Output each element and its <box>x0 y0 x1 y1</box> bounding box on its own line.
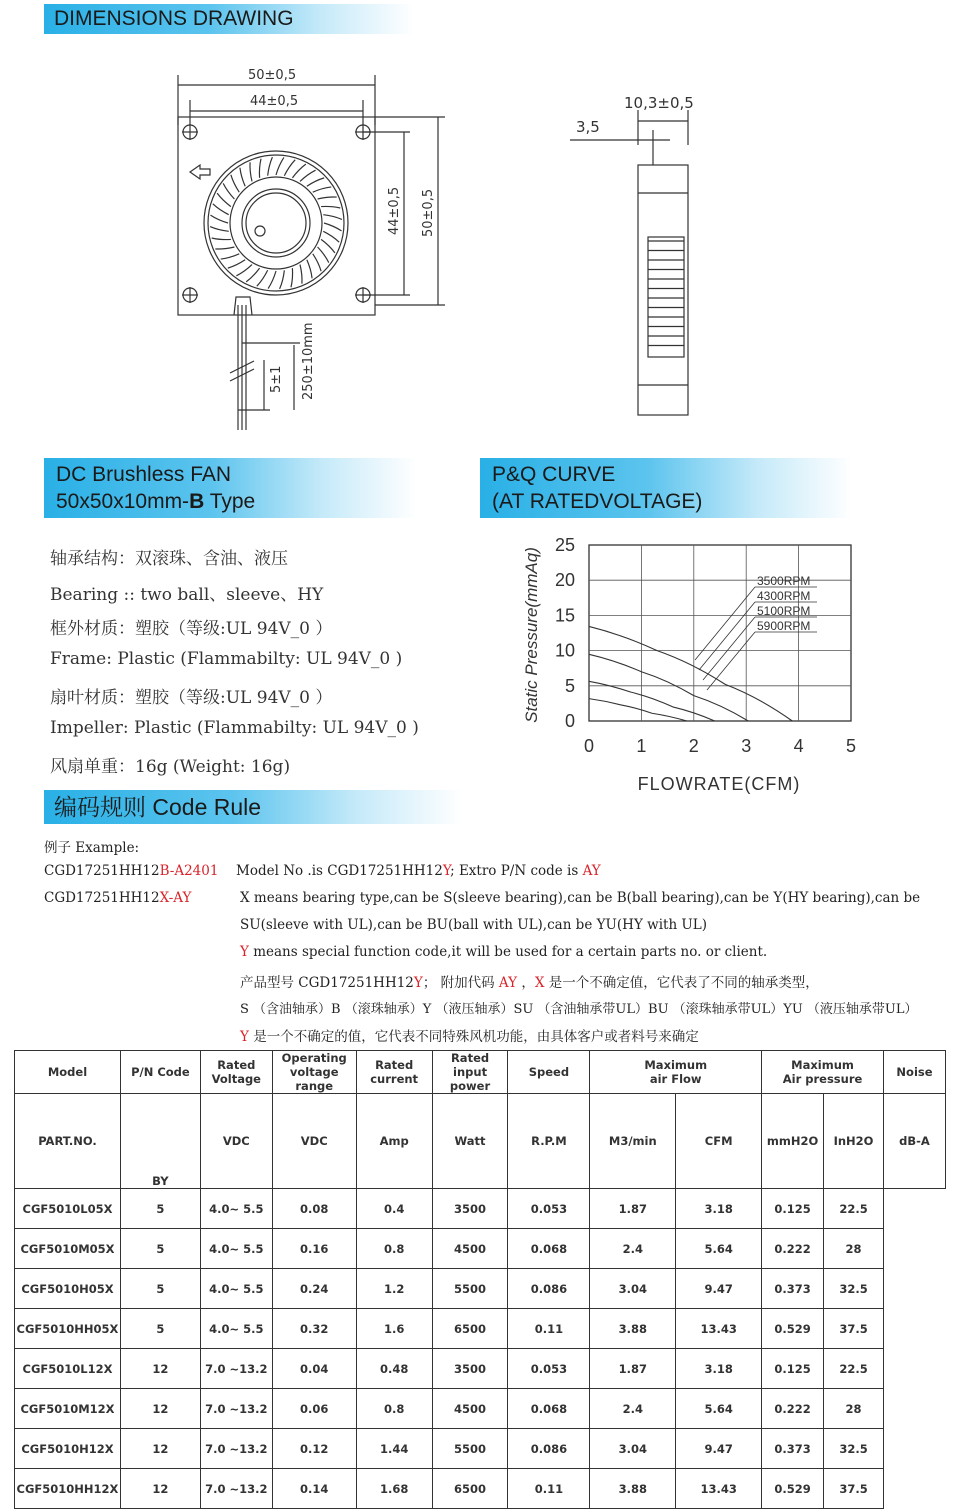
x-axis-label: FLOWRATE(CFM) <box>637 774 801 794</box>
header-model: Model <box>15 1051 121 1094</box>
y-tick-label: 15 <box>554 605 575 626</box>
table-cell: 1.6 <box>356 1309 432 1349</box>
outer-height-label: 50±0,5 <box>421 188 436 237</box>
inner-width-label: 44±0,5 <box>250 94 299 109</box>
table-cell: 4500 <box>432 1229 508 1269</box>
table-cell: 5.64 <box>676 1229 762 1269</box>
table-cell: 3.04 <box>590 1429 676 1469</box>
legend-label: 3500RPM <box>757 574 811 588</box>
plot-frame <box>589 545 851 721</box>
header-rated-current: Rated current <box>356 1051 432 1094</box>
wire-strip-label: 5±1 <box>269 365 284 393</box>
table-cell: 0.12 <box>272 1429 356 1469</box>
table-cell: 12 <box>120 1349 200 1389</box>
table-cell: 1.2 <box>356 1269 432 1309</box>
part-number-cell: CGF5010HH05X <box>15 1309 121 1349</box>
unit-cell: R.P.M <box>508 1094 590 1189</box>
y-tick-label: 25 <box>554 535 575 555</box>
side-thickness-label: 10,3±0,5 <box>624 94 694 112</box>
table-cell: 0.068 <box>508 1229 590 1269</box>
unit-cell: dB-A <box>883 1094 945 1189</box>
table-cell: 0.04 <box>272 1349 356 1389</box>
table-cell: 0.086 <box>508 1429 590 1469</box>
header-speed: Speed <box>508 1051 590 1094</box>
unit-cell: InH2O <box>824 1094 884 1189</box>
side-offset-label: 3,5 <box>576 118 600 136</box>
table-cell: 0.4 <box>356 1189 432 1229</box>
spec-bearing-en: Bearing :: two ball、sleeve、HY <box>50 585 324 605</box>
table-cell: 4500 <box>432 1389 508 1429</box>
table-cell: 0.8 <box>356 1229 432 1269</box>
table-cell: 13.43 <box>676 1309 762 1349</box>
fan-title-line2: 50x50x10mm-B Type <box>56 490 256 513</box>
series-line <box>589 681 715 721</box>
y-description: Y means special function code,it will be used for a certain parts no. or client. <box>240 944 768 960</box>
spec-bearing-cn: 轴承结构：双滚珠、含油、液压 <box>50 549 288 569</box>
table-cell: 4.0~ 5.5 <box>200 1309 272 1349</box>
table-cell: 1.68 <box>356 1469 432 1509</box>
table-cell: 1.87 <box>590 1349 676 1389</box>
table-unit-row <box>15 1094 946 1189</box>
table-cell: 3.18 <box>676 1349 762 1389</box>
y-tick-label: 0 <box>564 711 575 731</box>
table-header-row <box>15 1051 946 1094</box>
pq-curve-banner <box>480 458 852 518</box>
table-cell: 6500 <box>432 1309 508 1349</box>
table-cell: 12 <box>120 1429 200 1469</box>
table-cell: 5 <box>120 1309 200 1349</box>
table-cell: 22.5 <box>824 1189 884 1229</box>
table-cell: 2.4 <box>590 1229 676 1269</box>
table-cell: 0.14 <box>272 1469 356 1509</box>
table-cell: 3500 <box>432 1349 508 1389</box>
table-row <box>15 1309 946 1349</box>
pq-title-line1: P&Q CURVE <box>492 463 616 486</box>
pn-code-value: BY <box>120 1094 200 1189</box>
table-cell: 0.08 <box>272 1189 356 1229</box>
table-cell: 1.87 <box>590 1189 676 1229</box>
pq-title-line2: (AT RATEDVOLTAGE) <box>492 490 703 513</box>
table-cell: 22.5 <box>824 1349 884 1389</box>
table-cell: 7.0 ~13.2 <box>200 1429 272 1469</box>
fan-type-banner <box>44 458 416 518</box>
part-number-cell: CGF5010H12X <box>15 1429 121 1469</box>
x-tick-label: 5 <box>845 736 857 756</box>
dimensions-banner <box>44 4 414 34</box>
example-code-1: CGD17251HH12B-A2401 <box>44 863 219 879</box>
table-cell: 0.32 <box>272 1309 356 1349</box>
unit-cell: CFM <box>676 1094 762 1189</box>
table-cell: 0.053 <box>508 1349 590 1389</box>
header-max-airflow: Maximum air Flow <box>590 1051 762 1094</box>
table-cell: 0.373 <box>762 1429 824 1469</box>
table-cell: 13.43 <box>676 1469 762 1509</box>
y-axis-label: Static Pressure(mmAq) <box>522 547 541 723</box>
header-rated-voltage: Rated Voltage <box>200 1051 272 1094</box>
spec-table <box>14 1050 946 1509</box>
part-number-cell: CGF5010M12X <box>15 1389 121 1429</box>
table-row <box>15 1269 946 1309</box>
legend-leader <box>703 617 755 680</box>
x-tick-label: 0 <box>583 736 595 756</box>
table-cell: 0.222 <box>762 1389 824 1429</box>
example-label: 例子 Example: <box>44 840 140 856</box>
cn-description-line3: Y 是一个不确定的值，它代表不同特殊风机功能，由具体客户或者料号来确定 <box>240 1029 699 1045</box>
table-cell: 3500 <box>432 1189 508 1229</box>
table-cell: 3.88 <box>590 1469 676 1509</box>
header-operating-voltage: Operating voltage range <box>272 1051 356 1094</box>
y-tick-label: 10 <box>554 640 575 661</box>
unit-cell: VDC <box>200 1094 272 1189</box>
table-cell: 0.11 <box>508 1469 590 1509</box>
example-code-2: CGD17251HH12X-AY <box>44 890 192 906</box>
table-cell: 32.5 <box>824 1269 884 1309</box>
unit-cell: Amp <box>356 1094 432 1189</box>
header-rated-power: Rated input power <box>432 1051 508 1094</box>
fan-title-line1: DC Brushless FAN <box>56 463 232 486</box>
table-cell: 5500 <box>432 1269 508 1309</box>
x-description-line2: SU(sleeve with UL),can be BU(ball with UL),can be YU(HY with UL) <box>240 917 708 933</box>
table-cell: 0.529 <box>762 1309 824 1349</box>
table-row <box>15 1429 946 1469</box>
table-cell: 12 <box>120 1389 200 1429</box>
spec-frame-cn: 框外材质：塑胶（等级:UL 94V_0 ） <box>50 619 333 639</box>
part-number-cell: CGF5010L05X <box>15 1189 121 1229</box>
header-max-pressure: Maximum Air pressure <box>762 1051 884 1094</box>
table-cell: 3.88 <box>590 1309 676 1349</box>
table-cell: 0.053 <box>508 1189 590 1229</box>
table-cell: 0.06 <box>272 1389 356 1429</box>
series-line <box>589 654 748 721</box>
table-cell: 32.5 <box>824 1429 884 1469</box>
code-rule-title: 编码规则 Code Rule <box>54 794 262 820</box>
spec-impeller-en: Impeller: Plastic (Flammabilty: UL 94V_0 ) <box>50 718 419 738</box>
table-cell: 2.4 <box>590 1389 676 1429</box>
table-row <box>15 1189 946 1229</box>
y-tick-label: 20 <box>554 570 575 591</box>
part-number-cell: CGF5010H05X <box>15 1269 121 1309</box>
example-code-1-desc: Model No .is CGD17251HH12Y; Extro P/N code is AY <box>236 863 601 879</box>
unit-cell: mmH2O <box>762 1094 824 1189</box>
table-row <box>15 1389 946 1429</box>
table-cell: 7.0 ~13.2 <box>200 1349 272 1389</box>
x-tick-label: 1 <box>636 736 647 756</box>
legend-label: 5900RPM <box>757 619 811 633</box>
table-cell: 5 <box>120 1229 200 1269</box>
x-tick-label: 4 <box>793 736 804 756</box>
table-cell: 1.44 <box>356 1429 432 1469</box>
outer-width-label: 50±0,5 <box>248 68 297 83</box>
table-cell: 0.373 <box>762 1269 824 1309</box>
x-description-line1: X means bearing type,can be S(sleeve bearing),can be B(ball bearing),can be Y(HY bearing),can be <box>240 890 921 906</box>
table-cell: 9.47 <box>676 1429 762 1469</box>
unit-part-no: PART.NO. <box>15 1094 121 1189</box>
table-row <box>15 1349 946 1389</box>
series-line <box>589 626 792 721</box>
table-cell: 37.5 <box>824 1469 884 1509</box>
front-view-drawing <box>160 55 460 440</box>
legend-leader <box>707 632 755 690</box>
part-number-cell: CGF5010HH12X <box>15 1469 121 1509</box>
unit-cell: Watt <box>432 1094 508 1189</box>
inner-height-label: 44±0,5 <box>387 186 402 235</box>
table-cell: 7.0 ~13.2 <box>200 1389 272 1429</box>
table-cell: 6500 <box>432 1469 508 1509</box>
cn-description-line1: 产品型号 CGD17251HH12Y； 附加代码 AY ，X 是一个不确定值，它代表了不同的轴承类型， <box>240 975 819 991</box>
table-cell: 37.5 <box>824 1309 884 1349</box>
part-number-cell: CGF5010M05X <box>15 1229 121 1269</box>
table-cell: 0.48 <box>356 1349 432 1389</box>
table-cell: 28 <box>824 1389 884 1429</box>
x-tick-label: 3 <box>741 736 752 756</box>
legend-label: 5100RPM <box>757 604 811 618</box>
table-cell: 5 <box>120 1189 200 1229</box>
x-tick-label: 2 <box>688 736 699 756</box>
table-cell: 0.068 <box>508 1389 590 1429</box>
table-cell: 12 <box>120 1469 200 1509</box>
unit-cell: VDC <box>272 1094 356 1189</box>
dimensions-title: DIMENSIONS DRAWING <box>54 7 294 30</box>
spec-impeller-cn: 扇叶材质：塑胶（等级:UL 94V_0 ） <box>50 688 333 708</box>
spec-weight: 风扇单重：16g (Weight: 16g) <box>50 757 291 777</box>
spec-frame-en: Frame: Plastic (Flammabilty: UL 94V_0 ) <box>50 649 403 669</box>
table-cell: 5 <box>120 1269 200 1309</box>
table-cell: 5.64 <box>676 1389 762 1429</box>
table-cell: 4.0~ 5.5 <box>200 1229 272 1269</box>
cn-description-line2: S （含油轴承）B （滚珠轴承）Y （液压轴承）SU （含油轴承带UL）BU （滚珠轴承带UL）YU （液压轴承带UL） <box>240 1002 918 1017</box>
wire-length-label: 250±10mm <box>301 322 316 400</box>
code-rule-banner <box>44 790 462 824</box>
series-line <box>589 699 687 721</box>
table-cell: 0.222 <box>762 1229 824 1269</box>
table-cell: 9.47 <box>676 1269 762 1309</box>
table-cell: 0.125 <box>762 1189 824 1229</box>
table-cell: 5500 <box>432 1429 508 1469</box>
table-cell: 0.24 <box>272 1269 356 1309</box>
table-cell: 0.11 <box>508 1309 590 1349</box>
table-cell: 3.04 <box>590 1269 676 1309</box>
side-view-drawing <box>560 85 720 425</box>
table-cell: 0.16 <box>272 1229 356 1269</box>
table-cell: 28 <box>824 1229 884 1269</box>
table-cell: 0.086 <box>508 1269 590 1309</box>
table-cell: 7.0 ~13.2 <box>200 1469 272 1509</box>
table-cell: 4.0~ 5.5 <box>200 1189 272 1229</box>
table-cell: 3.18 <box>676 1189 762 1229</box>
table-cell: 0.8 <box>356 1389 432 1429</box>
unit-cell: M3/min <box>590 1094 676 1189</box>
table-row <box>15 1229 946 1269</box>
table-cell: 0.529 <box>762 1469 824 1509</box>
table-cell: 0.125 <box>762 1349 824 1389</box>
legend-label: 4300RPM <box>757 589 811 603</box>
part-number-cell: CGF5010L12X <box>15 1349 121 1389</box>
table-cell: 4.0~ 5.5 <box>200 1269 272 1309</box>
y-tick-label: 5 <box>564 675 575 696</box>
header-noise: Noise <box>883 1051 945 1094</box>
header-pn-code: P/N Code <box>120 1051 200 1094</box>
pq-curve-chart <box>505 530 885 805</box>
